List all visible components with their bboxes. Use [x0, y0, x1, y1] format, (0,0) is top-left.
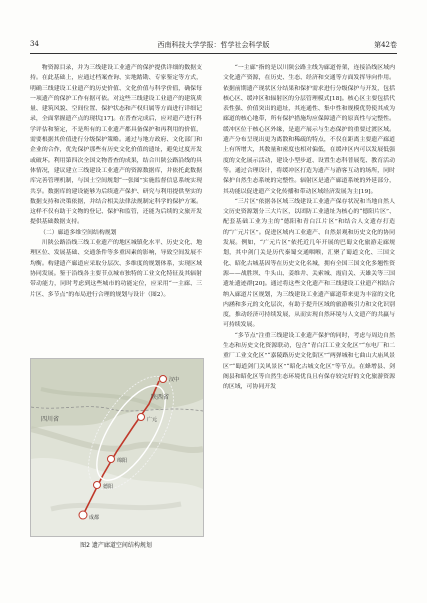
terrain-map	[31, 359, 203, 536]
page-number: 34	[30, 40, 39, 48]
map-label-sichuan: 四川省	[41, 416, 60, 423]
section-heading: （二）廊道多维空间结构规划	[40, 229, 117, 236]
map-label-mianyang: 绵阳	[117, 458, 128, 464]
body-paragraph: 川陕公路沿线三线工业遗产的地区城镇化水平、历史文化、地理区位、发展基础、交通条件等多重因素的影响，导致空间发展不均衡。构建遗产廊道应采取分层次、多维度的规划体系，实现区域协同发展。鉴于沿线各主要节点城市独特的工业文化特征及其辐射带动能力，同时考虑到这些城市的功能定位，应采用“一主廊、三片区、多节点”的布局进行合理的规划与设计（图2）。	[30, 240, 202, 298]
journal-title: 西南科技大学学报：哲学社会科学版	[157, 41, 270, 49]
figure-caption: 图2 遗产廊道空间结构规划	[80, 542, 152, 549]
left-column	[30, 63, 202, 353]
header-rule	[30, 53, 397, 54]
map-label-hanzhong: 汉中	[169, 377, 180, 383]
node-hanzhong	[160, 376, 167, 383]
right-column	[223, 63, 395, 593]
node-deyang	[94, 482, 101, 489]
body-paragraph: “多节点”注重三线建设工业遗产保护的同时，考虑与周边自然生态和历史文化资源联动，包含“青白江工业文化区”“东电厂和二重厂工业文化区”“嘉陵路历史文化街区”“两弹城和七曲山大庙风景区”“蜀道剑门关风景区”“昭化古城文化区”等节点。在蜂增县、剑阁县和昭化区等自然生态环境优良且有保存较完好的文化旅游资源的区域，可协同开发	[223, 332, 395, 391]
volume-label: 第42卷	[374, 41, 397, 49]
body-paragraph: “一主廊”指的是以川陕公路主线为廊道骨架，连接沿线区域内文化遗产资源，在历史、生态、经济和交通等方面发挥导向作用。依据前期遗产现状区分结果和保护需求进行分级保护与开发，包括核心区、缓冲区和辐射区的分层管理模式[18]。核心区主要包括代表性强、价值突出的遗址，其连通性、集中性和规模优势使其成为廊道的核心地带，所有保护措施均应保障遗产的原真性与完整性。缓冲区位于核心区外缘，是遗产展示与生态保护的重要过渡区域。遗产分布呈现出更为离散和稀疏的特点，不仅在距离主要遗产廊道上有所增大，其数量和密度也相对偏低，在缓冲区内可以发展低强度的文化展示活动，建设小型步道、设置生态科普展览、教育活动等。通过合理设计，将缓冲区打造为遗产与游客互动的场所，同时保护自然生态系统的完整性。辐射区是遗产廊道系统的外延部分，其功能以促进遗产文化传播和带动区域经济发展为主[19]。	[223, 65, 395, 195]
body-paragraph: 物资源目录，并为三线建设工业遗产的保护提供详细的数据支持。在此基础上，应通过档案查询、实地踏勘、专家鉴定等方式，明确三线建设工业遗产的历史价值、文化价值与科学价值，确保每一项遗产的保护工作有据可依。对这些三线建设工业遗产的建筑质量、建筑风貌、空间位置、保护状态和产权归属等方面进行详细记录，全面掌握遗产点的现状[17]。在普查完成后，应对遗产进行科学评估和鉴定，不是所有的工业遗产都具备保护和再利用的价值，需要根据其价值进行分级保护策略。通过与地方政府、文化部门和企业的合作，优先保护那些有历史文化价值的遗址，避免过度开发或破坏。利用第四次全国文物普查的成果，结合川陕公路沿线的具体情况，建议建立三线建设工业遗产的资源数据库，并依托此数据库完善管理机制，与国土空间规划“一张图”实施监督信息系统实现共享。数据库的建设能够为后续遗产保护、研究与利用提供坚实的数据支持和决策依据，并结合相关法律法规制定科学的保护方案。这样不仅有助于文物的登记、保护和监管，还能为后续的文旅开发提供基础数据支持。	[30, 65, 202, 226]
body-paragraph: “三片区”依据各区域三线建设工业遗产保存状况和当地自然人文历史资源划分三大片区，以团防工业遗址为核心的“德阳片区”、配套基础工业为主的“德阳和青白江片区”和结合人文遗存打造的“广元片区”。促进区域内工业遗产、自然景观和历史文化的协同发展。例如，“广元片区”依托近几年开展的巴蜀文化旅游走廊规划，其中剑门关是历代秦蜀交通咽喉，汇聚了蜀道文化、三国文化、昭化古城基因等在历史文化名城，拥有全国三国文化多翘性资源——战胜坝、牛头山、姜维井、关索城、霞肩关、天雄关等三国遗址遗迹群[20]。通过将这些文化遗产和三线建设工业遗产相结合纳入廊道片区规划，为三线建设工业遗产廊道带来更为丰富的文化内涵和多元的文化层次，有助于提升区域的旅游吸引力和文化识别度，推动经济可持续发展，从而实现自然环境与人文遗产的共赢与可持续发展。	[223, 198, 395, 329]
node-chengdu	[79, 511, 87, 519]
node-guangyuan	[138, 414, 145, 421]
map-label-guangyuan: 广元	[147, 417, 158, 423]
node-mianyang	[108, 456, 115, 463]
page-header	[30, 40, 397, 52]
map-label-deyang: 德阳	[103, 484, 114, 490]
corridor-map-figure	[30, 358, 204, 537]
map-label-chengdu: 成都	[89, 515, 100, 521]
map-label-shaanxi: 陕西省	[151, 394, 170, 401]
